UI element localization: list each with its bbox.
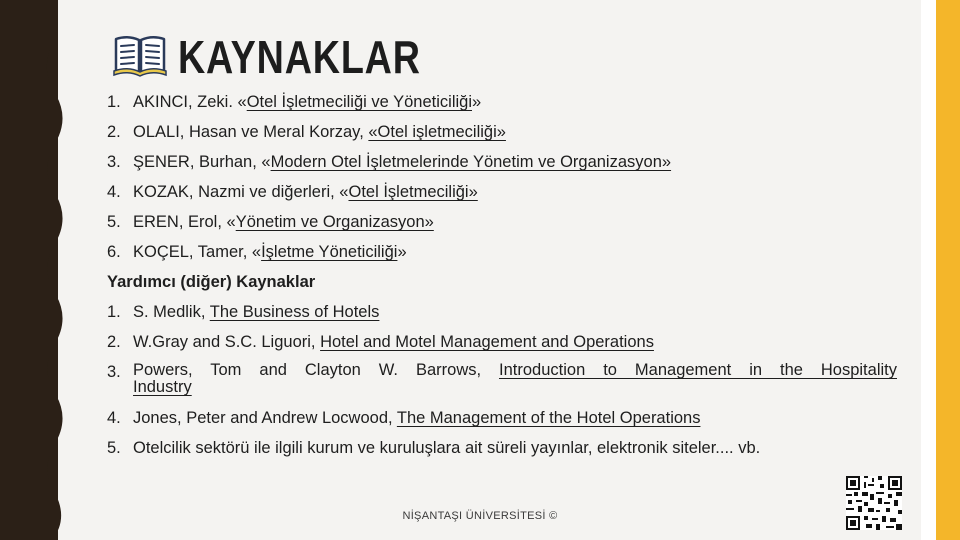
right-white-strip: [921, 0, 936, 540]
secondary-ref-3: 3. Powers, Tom and Clayton W. Barrows, Introduction to Management in the Hospitality Industry: [107, 361, 897, 396]
references-list: [107, 92, 897, 458]
primary-ref-6: 6. KOÇEL, Tamer, «İşletme Yöneticiliği»: [107, 243, 407, 261]
left-wave-decoration: [30, 0, 80, 540]
ref-title-link[interactable]: Otel İşletmeciliği»: [348, 183, 478, 201]
ref-title-link[interactable]: «Otel işletmeciliği»: [368, 123, 506, 141]
footer-text: NİŞANTAŞI ÜNİVERSİTESİ ©: [402, 510, 558, 522]
ref-title-link[interactable]: The Business of Hotels: [209, 303, 380, 321]
primary-ref-1: 1. AKINCI, Zeki. «Otel İşletmeciliği ve Yöneticiliği»: [107, 93, 482, 111]
primary-ref-2: 2. OLALI, Hasan ve Meral Korzay, «Otel işletmeciliği»: [107, 123, 506, 141]
ref-title-link-continued[interactable]: Industry: [133, 378, 192, 396]
ref-title-link[interactable]: İşletme Yöneticiliği: [261, 243, 398, 261]
ref-title-link[interactable]: Introduction to Management in the Hospitality: [499, 361, 897, 379]
secondary-ref-5: 5. Otelcilik sektörü ile ilgili kurum ve kuruluşlara ait süreli yayınlar, elektronik siteler.... vb.: [107, 439, 761, 457]
ref-title-link[interactable]: Hotel and Motel Management and Operations: [320, 333, 654, 351]
primary-ref-5: 5. EREN, Erol, «Yönetim ve Organizasyon»: [107, 213, 434, 231]
secondary-ref-2: 2. W.Gray and S.C. Liguori, Hotel and Motel Management and Operations: [107, 333, 654, 351]
right-accent-bar: [936, 0, 960, 540]
secondary-ref-1: 1. S. Medlik, The Business of Hotels: [107, 303, 380, 321]
ref-title-link[interactable]: The Management of the Hotel Operations: [396, 409, 701, 427]
primary-ref-4: 4. KOZAK, Nazmi ve diğerleri, «Otel İşletmeciliği»: [107, 183, 478, 201]
page-title: KAYNAKLAR: [178, 31, 421, 83]
open-book-icon: [112, 33, 168, 77]
secondary-heading: Yardımcı (diğer) Kaynaklar: [107, 273, 316, 291]
ref-title-link[interactable]: Modern Otel İşletmelerinde Yönetim ve Organizasyon»: [270, 153, 672, 171]
ref-title-link[interactable]: Yönetim ve Organizasyon»: [235, 213, 434, 231]
ref-title-link[interactable]: Otel İşletmeciliği ve Yöneticiliği: [246, 93, 472, 111]
primary-ref-3: 3. ŞENER, Burhan, «Modern Otel İşletmelerinde Yönetim ve Organizasyon»: [107, 153, 672, 171]
secondary-ref-4: 4. Jones, Peter and Andrew Locwood, The Management of the Hotel Operations: [107, 409, 701, 427]
qr-code-icon[interactable]: [846, 476, 902, 530]
